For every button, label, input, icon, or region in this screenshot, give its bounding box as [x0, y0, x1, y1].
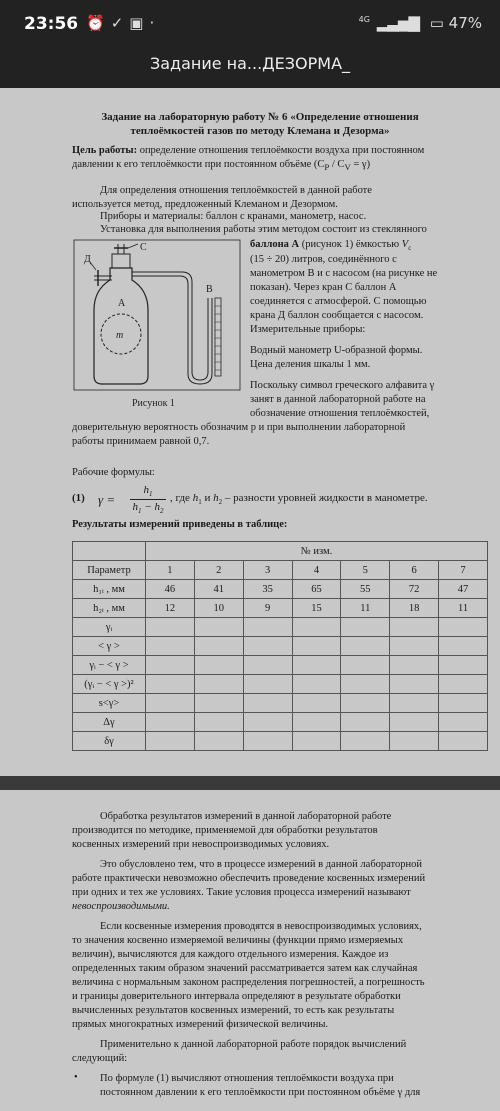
setup-right-3: манометром В и с насосом (на рисунке не — [250, 268, 438, 279]
materials-line: Приборы и материалы: баллон с кранами, манометр, насос. — [100, 211, 367, 222]
bullet-line2: постоянном давлении к его теплоёмкости при постоянном объёме γ для — [100, 1087, 421, 1098]
bullet-line1: По формуле (1) вычисляют отношения теплоёмкости воздуха при — [100, 1073, 394, 1084]
fig-label-c: С — [140, 242, 147, 253]
para3-line1: Если косвенные измерения проводятся в невоспроизводимых условиях, — [100, 921, 422, 932]
battery-icon: ▭ — [429, 14, 444, 32]
goal-line2: давлении к его теплоёмкости при постоянном объёме $(C_P / C_V = \gamma)$ — [72, 159, 371, 173]
probability-line2: работы принимаем равной 0,7. — [72, 436, 210, 447]
formulas-label: Рабочие формулы: — [72, 467, 155, 478]
fig-label-b: В — [206, 284, 213, 295]
para1-line3: косвенных измерений при невоспроизводимых условиях. — [72, 839, 330, 850]
intro-line2: используется метод, предложенный Клеманом и Дезормом. — [72, 199, 338, 210]
figure-1-apparatus — [72, 238, 242, 416]
formula-number: (1) — [72, 492, 85, 504]
manometer-line2: Цена деления шкалы 1 мм. — [250, 359, 371, 370]
para2-line3: при одних и тех же условиях. Такие условия процесса измерений называют — [72, 887, 411, 898]
table-row: s<γ> — [73, 694, 488, 713]
para3-line8: прямых многократных измерений физической величины. — [72, 1019, 329, 1030]
table-row: h₁ᵢ , мм 46 41 35 65 55 72 47 — [73, 580, 488, 599]
param-header: Параметр — [73, 561, 146, 580]
probability-line1: доверительную вероятность обозначим p и при выполнении лабораторной — [72, 422, 406, 433]
setup-right-4: показан). Через кран С баллон А — [250, 282, 397, 293]
para3-line2: то значения косвенно измеряемой величины (функции прямо измеряемых — [72, 935, 404, 946]
fig-label-a: А — [118, 298, 126, 309]
table-row: (γᵢ − < γ >)² — [73, 675, 488, 694]
measurement-number-header: № изм. — [146, 542, 488, 561]
status-time: 23:56 — [24, 14, 79, 34]
table-row: h₂ᵢ , мм 12 10 9 15 11 18 11 — [73, 599, 488, 618]
document-page-1 — [0, 88, 500, 776]
setup-line1: Установка для выполнения работы этим методом состоит из стеклянного — [100, 224, 427, 235]
table-columns-row: Параметр 1 2 3 4 5 6 7 — [73, 561, 488, 580]
dot-icon: · — [149, 14, 161, 32]
para2-line2: работе практически невозможно обеспечить проведение косвенных измерений — [72, 873, 426, 884]
fig-label-d: Д — [84, 254, 91, 265]
para3-line5: величина с нормальным законом распределения погрешностей, а погрешность — [72, 977, 425, 988]
network-type: 4G — [358, 15, 370, 24]
results-heading: Результаты измерений приведены в таблице: — [72, 519, 288, 530]
para2-line1: Это обусловлено тем, что в процессе измерений в данной лабораторной — [100, 859, 422, 870]
formula-1: (1) γ = $h_1$ $h_1 - h_2$ , где $h_1$ и $h_2$ – разности уровней жидкости в манометре. — [72, 484, 428, 516]
goal-paragraph: Цель работы: определение отношения теплоёмкости воздуха при постоянном — [72, 145, 425, 156]
camera-icon: ▣ — [129, 14, 150, 32]
para1-line2: производится по методике, применяемой для обработки результатов — [72, 825, 378, 836]
setup-right-7: Измерительные приборы: — [250, 324, 366, 335]
gamma-line3: обозначение отношения теплоёмкостей, — [250, 408, 430, 419]
status-icons — [86, 14, 160, 32]
para3-line4: определенных таким образом значений рассматривается затем как случайная — [72, 963, 418, 974]
doc-title-line2: теплоёмкостей газов по методу Клемана и Дезорма» — [130, 125, 390, 137]
fig-caption: Рисунок 1 — [132, 398, 175, 409]
para4-line1: Применительно к данной лабораторной работе порядок вычислений — [100, 1039, 407, 1050]
para1-line1: Обработка результатов измерений в данной лабораторной работе — [100, 811, 392, 822]
table-row: < γ > — [73, 637, 488, 656]
setup-right-6: крана Д баллон сообщается с насосом. — [250, 310, 424, 321]
table-row: γᵢ − < γ > — [73, 656, 488, 675]
para3-line6: и границы доверительного интервала определяют в результате обработки — [72, 991, 401, 1002]
check-icon: ✓ — [110, 14, 130, 32]
setup-right-5: соединяется с атмосферой. С помощью — [250, 296, 427, 307]
table-row: Δγ — [73, 713, 488, 732]
para4-line2: следующий: — [72, 1053, 128, 1064]
formula-gamma: γ = — [98, 492, 116, 507]
document-title[interactable]: Задание на...ДЕЗОРМА_ — [149, 54, 351, 73]
document-page-2 — [0, 790, 500, 1111]
para3-line3: величин), вычисляются для каждого отдельного измерения. Каждое из — [72, 949, 389, 960]
results-table — [72, 541, 488, 751]
fig-label-m: m — [116, 330, 124, 341]
app-bar — [0, 50, 500, 88]
table-row: γᵢ — [73, 618, 488, 637]
signal-icon: ▂▃▅▇ — [376, 14, 419, 32]
goal-label: Цель работы: — [72, 145, 138, 156]
status-right — [359, 14, 482, 32]
alarm-icon: ⏰ — [86, 14, 111, 32]
para2-line4: невоспроизводимыми. — [72, 901, 170, 912]
gamma-line1: Поскольку символ греческого алфавита γ — [250, 380, 435, 391]
table-row: δγ — [73, 732, 488, 751]
para3-line7: вычисленных результатов косвенных измерений, то есть как результаты — [72, 1005, 395, 1016]
intro-line1: Для определения отношения теплоёмкостей в данной работе — [100, 185, 372, 196]
manometer-line1: Водный манометр U-образной формы. — [250, 345, 423, 356]
status-bar — [0, 0, 500, 50]
doc-title-line1: Задание на лабораторную работу № 6 «Определение отношения — [101, 111, 419, 123]
table-header-row — [73, 542, 488, 561]
battery-percent: 47% — [448, 14, 482, 32]
setup-right-1: баллона А (рисунок 1) ёмкостью $V_c$ — [250, 239, 412, 253]
gamma-line2: занят в данной лабораторной работе на — [250, 394, 426, 405]
setup-right-2: (15 ÷ 20) литров, соединённого с — [250, 254, 397, 265]
bullet-icon: • — [74, 1072, 78, 1083]
